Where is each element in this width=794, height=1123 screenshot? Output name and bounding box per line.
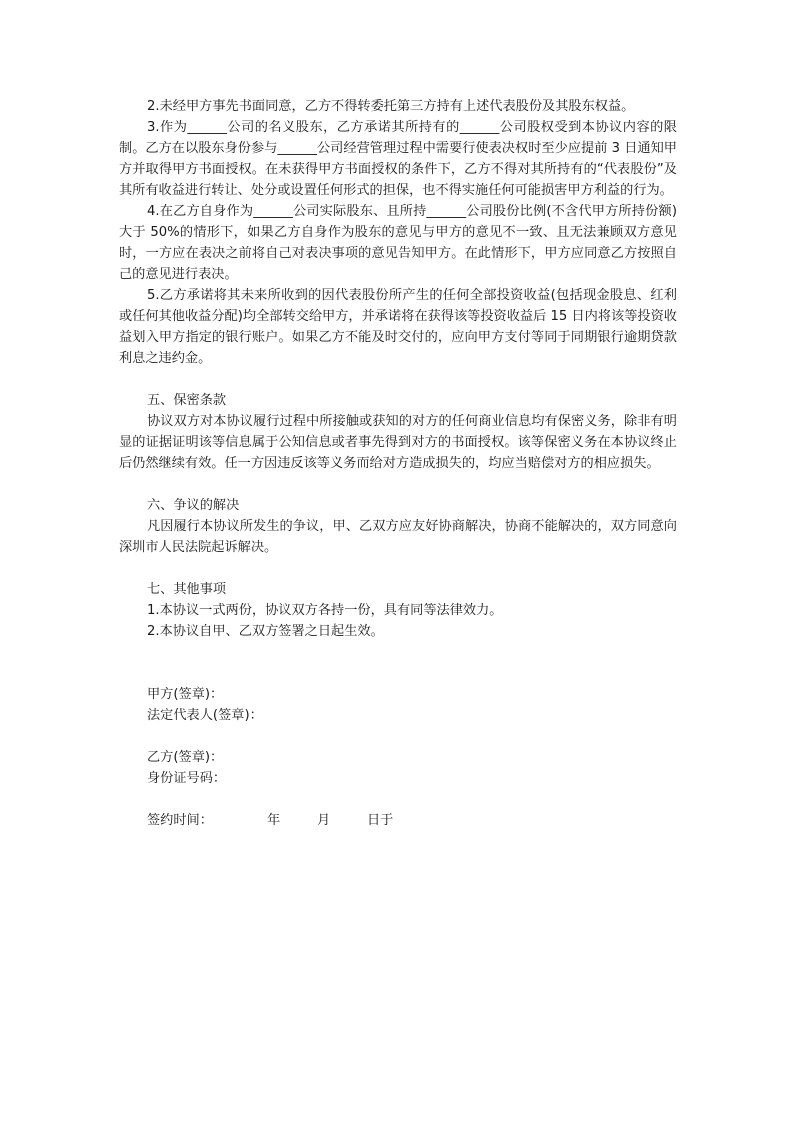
clause-5: 5.乙方承诺将其未来所收到的因代表股份所产生的任何全部投资收益(包括现金股息、红利或任何其他收益分配)均全部转交给甲方，并承诺将在获得该等投资收益后 15 日内将该等投资收益划入甲方指定的银行账户。如果乙方不能及时交付的，应向甲方支付等同于同期银行逾期贷款利息之违约金。	[119, 288, 677, 366]
spacer	[119, 369, 677, 390]
section-5-body: 协议双方对本协议履行过程中所接触或获知的对方的任何商业信息均有保密义务，除非有明显的证据证明该等信息属于公知信息或者事先得到对方的书面授权。该等保密义务在本协议终止后仍然继续有效。任一方因违反该等义务而给对方造成损失的，均应当赔偿对方的相应损失。	[119, 414, 677, 471]
signing-date	[119, 810, 677, 831]
section-7-item-2: 2.本协议自甲、乙双方签署之日起生效。	[147, 624, 384, 639]
spacer	[119, 558, 677, 579]
section-7-title: 七、其他事项	[147, 582, 227, 597]
id-number-field: 身份证号码：	[147, 771, 227, 786]
spacer	[119, 726, 677, 747]
section-6-title: 六、争议的解决	[147, 498, 240, 513]
section-5-title: 五、保密条款	[147, 393, 227, 408]
spacer	[119, 789, 677, 810]
spacer	[119, 474, 677, 495]
section-7-item-1: 1.本协议一式两份，协议双方各持一份，具有同等法律效力。	[147, 603, 503, 618]
signing-date-label: 签约时间：	[147, 813, 213, 828]
legal-representative-signature: 法定代表人(签章)：	[147, 708, 263, 723]
party-a-signature: 甲方(签章)：	[147, 687, 224, 702]
signing-date-day: 日于	[367, 813, 394, 828]
signing-date-month: 月	[317, 813, 331, 828]
clause-2: 2.未经甲方事先书面同意，乙方不得转委托第三方持有上述代表股份及其股东权益。	[147, 99, 635, 114]
spacer	[119, 642, 677, 663]
signing-date-year: 年	[267, 813, 281, 828]
section-6-body: 凡因履行本协议所发生的争议，甲、乙双方应友好协商解决，协商不能解决的，双方同意向深圳市人民法院起诉解决。	[119, 519, 677, 555]
party-b-signature: 乙方(签章)：	[147, 750, 224, 765]
clause-4: 4.在乙方自身作为______公司实际股东、且所持______公司股份比例(不含代甲方所持份额)大于 50%的情形下，如果乙方自身作为股东的意见与甲方的意见不一致、且无法兼顾双方意见时，一方应在表决之前将自己对表决事项的意见告知甲方。在此情形下，甲方应同意乙方按照自己的意见进行表决。	[119, 204, 677, 282]
clause-3: 3.作为______公司的名义股东，乙方承诺其所持有的______公司股权受到本协议内容的限制。乙方在以股东身份参与______公司经营管理过程中需要行使表决权时至少应提前 3 日通知甲方并取得甲方书面授权。在未获得甲方书面授权的条件下，乙方不得对其所持有的“代表股份”及其所有收益进行转让、处分或设置任何形式的担保，也不得实施任何可能损害甲方利益的行为。	[119, 120, 677, 198]
document-page	[119, 96, 677, 831]
spacer	[119, 663, 677, 684]
